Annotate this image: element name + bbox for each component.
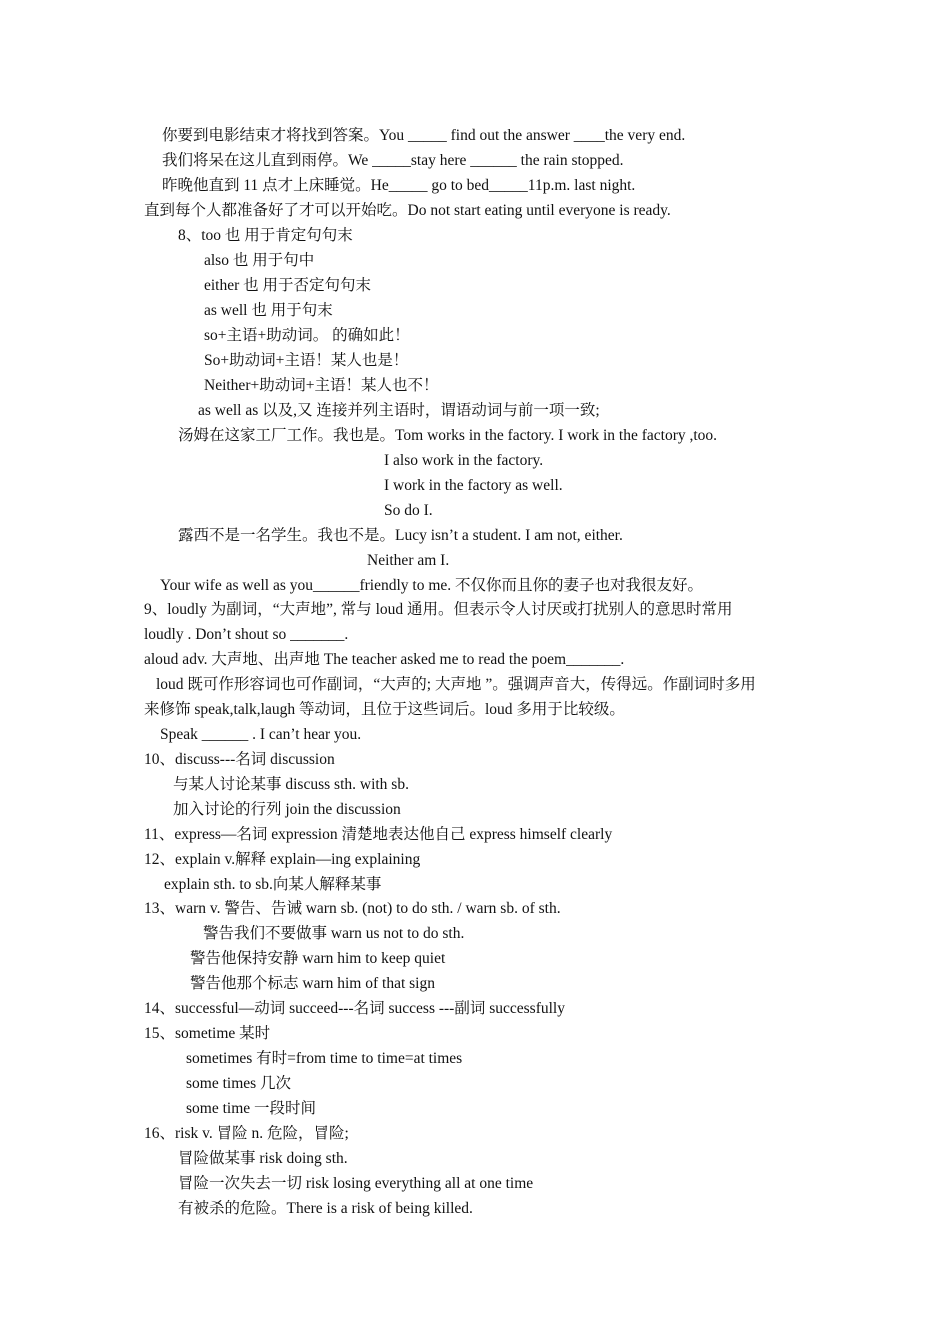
text-line: loudly . Don’t shout so _______. (144, 626, 349, 643)
text-line: 警告我们不要做事 warn us not to do sth. (203, 925, 465, 942)
text-line: 你要到电影结束才将找到答案。You _____ find out the answer ____the very end. (162, 127, 686, 144)
text-line: some times 几次 (186, 1075, 292, 1092)
text-line: 13、warn v. 警告、告诫 warn sb. (not) to do sth. / warn sb. of sth. (144, 900, 561, 917)
text-line: Neither+助动词+主语！某人也不！ (204, 377, 439, 394)
text-line: 露西不是一名学生。我也不是。Lucy isn’t a student. I am not, either. (178, 527, 623, 544)
text-line: aloud adv. 大声地、出声地 The teacher asked me to read the poem_______. (144, 651, 625, 668)
text-line: 警告他保持安静 warn him to keep quiet (190, 950, 446, 967)
text-line: So do I. (384, 502, 433, 519)
text-line: 冒险做某事 risk doing sth. (178, 1150, 348, 1167)
text-line: Your wife as well as you______friendly to me. 不仅你而且你的妻子也对我很友好。 (160, 577, 704, 594)
text-line: 警告他那个标志 warn him of that sign (190, 975, 435, 992)
text-line: loud 既可作形容词也可作副词，“大声的; 大声地 ”。强调声音大，传得远。作副词时多用 (156, 676, 756, 693)
text-line: 加入讨论的行列 join the discussion (173, 801, 401, 818)
text-line: so+主语+助动词。 的确如此！ (204, 327, 410, 344)
text-line: Neither am I. (367, 552, 450, 569)
text-line: 与某人讨论某事 discuss sth. with sb. (173, 776, 409, 793)
text-line: 9、loudly 为副词，“大声地”, 常与 loud 通用。但表示令人讨厌或打扰别人的意思时常用 (144, 601, 733, 618)
text-line: 12、explain v.解释 explain—ing explaining (144, 851, 421, 868)
text-line: So+助动词+主语！某人也是！ (204, 352, 409, 369)
text-line: explain sth. to sb.向某人解释某事 (164, 876, 382, 893)
text-line: also 也 用于句中 (204, 252, 315, 269)
text-line: I also work in the factory. (384, 452, 544, 469)
text-line: I work in the factory as well. (384, 477, 563, 494)
text-line: Speak ______ . I can’t hear you. (160, 726, 362, 743)
text-line: 11、express—名词 expression 清楚地表达他自己 express himself clearly (144, 826, 613, 843)
text-line: 来修饰 speak,talk,laugh 等动词，且位于这些词后。loud 多用于比较级。 (144, 701, 625, 718)
text-line: as well as 以及,又 连接并列主语时，谓语动词与前一项一致; (198, 402, 600, 419)
text-line: either 也 用于否定句句末 (204, 277, 372, 294)
text-line: 16、risk v. 冒险 n. 危险，冒险; (144, 1125, 349, 1142)
text-line: 我们将呆在这儿直到雨停。We _____stay here ______ the rain stopped. (162, 152, 624, 169)
text-line: 10、discuss---名词 discussion (144, 751, 335, 768)
text-line: 15、sometime 某时 (144, 1025, 271, 1042)
text-line: 8、too 也 用于肯定句句末 (178, 227, 353, 244)
text-line: sometimes 有时=from time to time=at times (186, 1050, 463, 1067)
text-line: 昨晚他直到 11 点才上床睡觉。He_____ go to bed_____11p.m. last night. (162, 177, 636, 194)
text-line: some time 一段时间 (186, 1100, 317, 1117)
text-line: 冒险一次失去一切 risk losing everything all at one time (178, 1175, 534, 1192)
text-line: as well 也 用于句末 (204, 302, 333, 319)
text-line: 汤姆在这家工厂工作。我也是。Tom works in the factory. I work in the factory ,too. (178, 427, 718, 444)
text-line: 有被杀的危险。There is a risk of being killed. (178, 1200, 473, 1217)
text-line: 直到每个人都准备好了才可以开始吃。Do not start eating until everyone is ready. (144, 202, 671, 219)
text-line: 14、successful—动词 succeed---名词 success ---副词 successfully (144, 1000, 565, 1017)
